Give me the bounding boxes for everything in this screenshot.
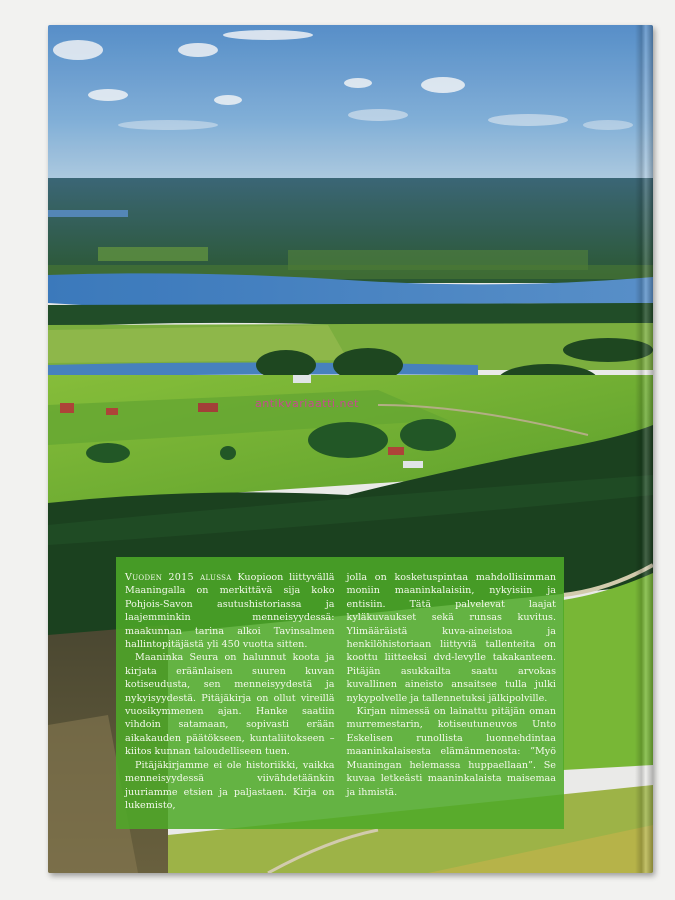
- text-column-right: [347, 571, 557, 821]
- paragraph-text: Kuopioon liittyvällä Maaningalla on merkittävä sija koko Pohjois-Savon asutushistoriassa ja laajemminkin menneisyydessä: maakunnan tarina alkoi Tavinsalmen hallintopitäjästä yli 450 vuotta sitten.: [125, 572, 335, 651]
- paragraph-text: Kirjan nimessä on lainattu pitäjän oman murremestarin, kotiseutuneuvos Unto Eskelisen runollista luonnehdintaa maaninkalaisesta elämänmenosta: ”Myö Muaningan helemassa huppaellaan”. Se kuvaa letkeästi maaninkalaista maisemaa ja ihmistä.: [346, 706, 556, 798]
- spine-edge: [635, 25, 653, 873]
- lead-in: Vuoden 2015 alussa: [125, 572, 232, 583]
- paragraph: [125, 571, 335, 651]
- paragraph: [125, 651, 335, 758]
- paragraph: [347, 705, 557, 799]
- paragraph: [125, 759, 335, 813]
- watermark: antikvariaatti.net: [255, 397, 359, 410]
- paragraph-text: Maaninka Seura on halunnut koota ja kirjata eräänlaisen suuren kuvan kotiseudusta, sen menneisyydestä ja nykyisyydestä. Pitäjäkirja on ollut vireillä vuosikymmenen ajan. Hanke saatiin vihdoin satamaan, sopivasti erään aikakauden päätökseen, kuntaliitokseen – kiitos kunnan taloudelliseen tuen.: [125, 652, 335, 758]
- paragraph: [347, 571, 557, 705]
- text-column-left: [125, 571, 335, 821]
- paragraph-text: Pitäjäkirjamme ei ole historiikki, vaikka menneisyydessä viivähdetäänkin juuriamme etsien ja paljastaen. Kirja on lukemisto,: [125, 759, 335, 811]
- description-panel: [116, 557, 564, 829]
- paragraph-text: jolla on kosketuspintaa mahdollisimman moniin maaninkalaisiin, nykyisiin ja entisiin. Tätä palvelevat laajat kyläkuvaukset sekä runsas kuvitus. Ylimääräistä kuva-aineistoa ja henkilöhistoriaan liittyviä tallenteita on koottu liitteeksi dvd-levylle takakanteen. Pitäjän asukkailta saatu arvokas kuvallinen aineisto ansaitsee tulla julki nykypolvelle ja tallennetuksi jälkipolville.: [346, 572, 556, 704]
